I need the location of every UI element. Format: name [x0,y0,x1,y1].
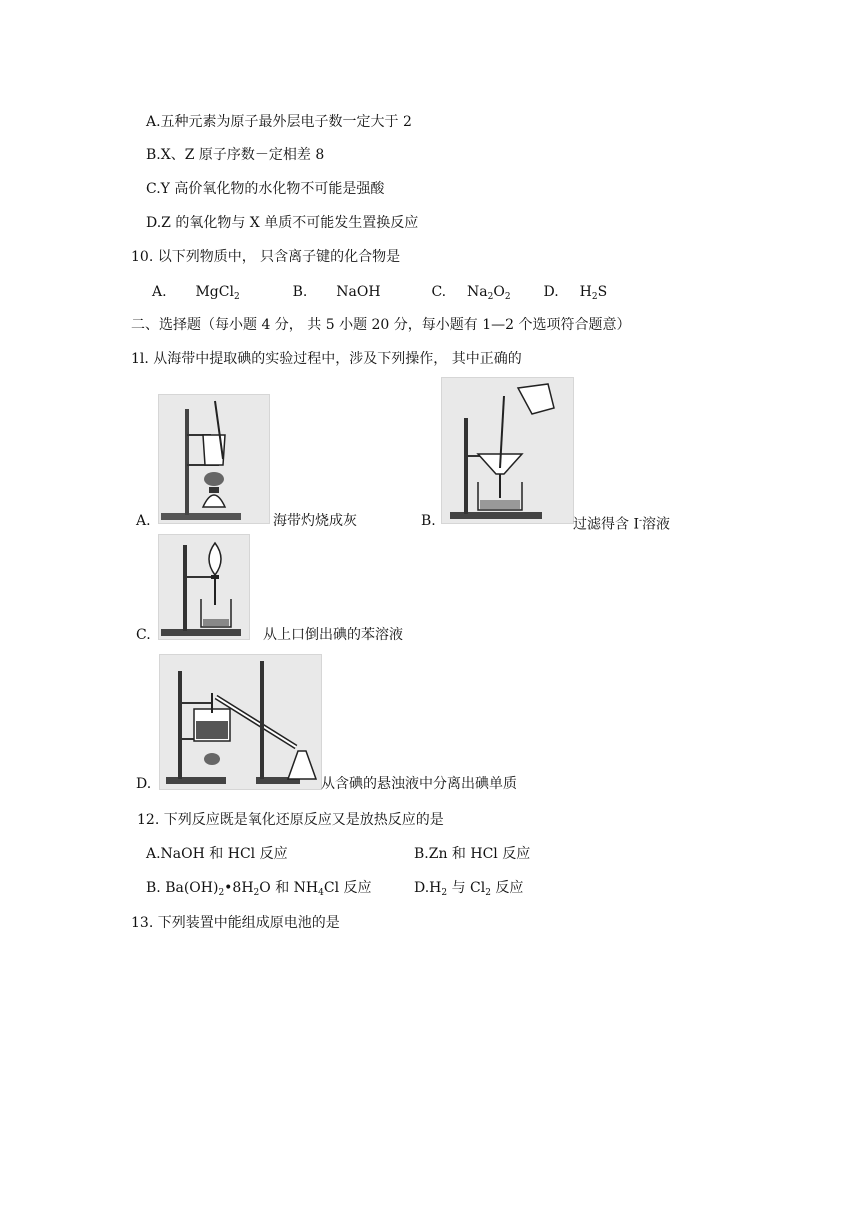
q10-c-formula: $Na_2O_2$ [467,284,511,302]
q9-option-a: A.五种元素为原子最外层电子数一定大于 2 [146,114,412,130]
q11-a-label: A. [136,513,151,529]
q11-stem: 1l. 从海带中提取碘的实验过程中，涉及下列操作， 其中正确的 [131,351,522,367]
q11-b-caption: 过滤得含 I-溶液 [573,516,671,533]
q11-figure-c-separatory-funnel [158,534,250,640]
q10-a-label: A. [152,284,167,300]
q11-c-label: C. [136,627,151,643]
q10-a-formula: MgCl$_2$ [195,284,240,302]
q13-stem: 13. 下列装置中能组成原电池的是 [131,915,340,931]
q9-option-b: B.X、Z 原子序数－定相差 8 [146,147,325,163]
q11-d-label: D. [136,776,152,792]
q10-d-formula: $H_2S$ [579,284,608,302]
q12-option-d: $D.H_2$ 与 $Cl_2$ 反应 [414,880,524,898]
q12-option-b: B.Zn 和 HCl 反应 [414,846,531,862]
q10-b-formula: NaOH [336,284,381,300]
q11-c-caption: 从上口倒出碘的苯溶液 [263,627,403,643]
q10-c-label: C. [431,284,447,300]
q12-stem: 12. 下列反应既是氧化还原反应又是放热反应的是 [137,812,444,828]
q11-b-label: B. [421,513,436,529]
q9-option-c: C.Y 高价氧化物的水化物不可能是强酸 [146,181,385,197]
q10-d-label: D. [543,284,559,300]
q11-a-caption: 海带灼烧成灰 [273,513,357,529]
q10-options [152,282,607,302]
q12-option-a: A.NaOH 和 HCl 反应 [146,846,288,862]
q9-option-d: D.Z 的氧化物与 X 单质不可能发生置换反应 [146,215,419,231]
q11-figure-b-filtration [441,377,574,524]
q11-figure-d-distillation [159,654,322,790]
section-2-heading: 二、选择题（每小题 4 分， 共 5 小题 20 分，每小题有 1—2 个选项符合题意） [131,317,631,333]
q11-d-caption: 从含碘的悬浊液中分离出碘单质 [321,776,517,792]
q10-stem: 10. 以下列物质中， 只含离子键的化合物是 [131,249,401,265]
q10-b-label: B. [292,284,308,300]
q12-option-c: B. $Ba(OH)_2•8H_2O$ 和 $NH_4Cl$ 反应 [146,880,372,898]
q11-figure-a-burning [158,394,270,524]
